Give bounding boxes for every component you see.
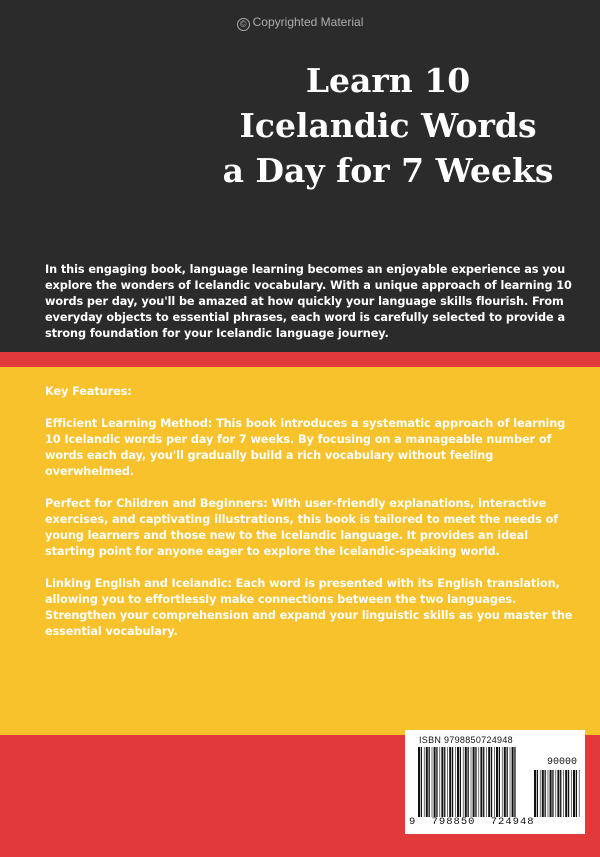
title-line-3: a Day for 7 Weeks [222,151,554,190]
title-line-2: Icelandic Words [239,106,537,145]
barcode-bar [502,747,503,817]
title-line-1: Learn 10 [305,61,471,100]
barcode-bar [447,747,448,817]
barcode-bar [579,770,580,817]
feature-item: Perfect for Children and Beginners: With user-friendly explanations, interactive exercises, and captivating illustrations, this book is tailored to meet the needs of young learners and those new to the Icelandic language. It provides an ideal starting point for anyone eager to explore the Icelandic-speaking world. [45,497,559,558]
barcode-bar [560,770,561,817]
barcode-bar [565,770,567,817]
barcode-bar [434,747,436,817]
barcode-bar [460,747,461,817]
barcode-addon-bars [533,770,581,817]
feature-item: Linking English and Icelandic: Each word is presented with its English translation, allowing you to effortlessly make connections between the two languages. Strengthen your comprehension and expand your linguistic skills as you master the essential vocabulary. [45,577,573,638]
barcode-bar [537,770,538,817]
barcode-bar [573,770,575,817]
barcode-bar [576,770,577,817]
barcode-bar [483,747,484,817]
barcode-bar [480,747,482,817]
barcode-digits [409,816,535,828]
barcode-bar [540,770,541,817]
book-title [200,58,576,193]
barcode-bar [545,770,546,817]
barcode-bar [421,747,422,817]
barcode-bar [475,747,476,817]
barcode-bar [556,770,557,817]
barcode-bar [548,770,549,817]
watermark-text: Copyrighted Material [252,15,364,29]
barcode-digits-middle: 798850 [431,816,476,828]
barcode-bar [426,747,428,817]
barcode-bar [457,747,459,817]
barcode-bar [550,770,552,817]
barcode-bar [479,747,480,817]
barcode-bar [471,747,472,817]
barcode-bar [496,747,498,817]
red-stripe-top [0,352,600,368]
key-features [45,384,575,656]
barcode-bars [417,747,517,817]
barcode-bar [488,747,490,817]
barcode-bar [444,747,445,817]
barcode [405,730,585,834]
barcode-bar [424,747,425,817]
barcode-digit-first: 9 [409,816,417,828]
barcode-bar [514,747,515,817]
copyright-icon: © [237,18,250,31]
barcode-bar [499,747,500,817]
barcode-bar [571,770,572,817]
barcode-bar [440,747,441,817]
barcode-bar [432,747,433,817]
features-heading: Key Features: [45,385,132,398]
barcode-bar [534,770,536,817]
barcode-bar [455,747,456,817]
barcode-bar [449,747,451,817]
barcode-bar [486,747,487,817]
barcode-bar [563,770,564,817]
barcode-bar [441,747,443,817]
barcode-digits-last: 724948 [490,816,535,828]
barcode-bar [465,747,467,817]
barcode-bar [557,770,559,817]
barcode-bar [552,770,553,817]
barcode-bar [452,747,453,817]
barcode-bar [468,747,469,817]
barcode-bar [463,747,464,817]
feature-item: Efficient Learning Method: This book introduces a systematic approach of learning 10 Icelandic words per day for 7 weeks. By focusing on a manageable number of words each day, you'll gradually build a rich vocabulary without feeling overwhelmed. [45,417,566,478]
barcode-bar [512,747,514,817]
barcode-bar [510,747,511,817]
barcode-bar [507,747,508,817]
barcode-bar [568,770,569,817]
intro-paragraph: In this engaging book, language learning becomes an enjoyable experience as you explore the wonders of Icelandic vocabulary. With a unique approach of learning 10 words per day, you'll be amazed at how quickly your language skills flourish. From everyday objects to essential phrases, each word is carefully selected to provide a strong foundation for your Icelandic language journey. [45,263,572,340]
barcode-bar [429,747,430,817]
barcode-bar [473,747,475,817]
watermark-top [0,15,600,31]
barcode-bar [504,747,506,817]
price-code: 90000 [547,757,578,768]
isbn-label: ISBN 9798850724948 [419,735,513,745]
barcode-bar [418,747,420,817]
barcode-bar [494,747,495,817]
barcode-bar [542,770,544,817]
barcode-bar [491,747,492,817]
barcode-bar [436,747,437,817]
